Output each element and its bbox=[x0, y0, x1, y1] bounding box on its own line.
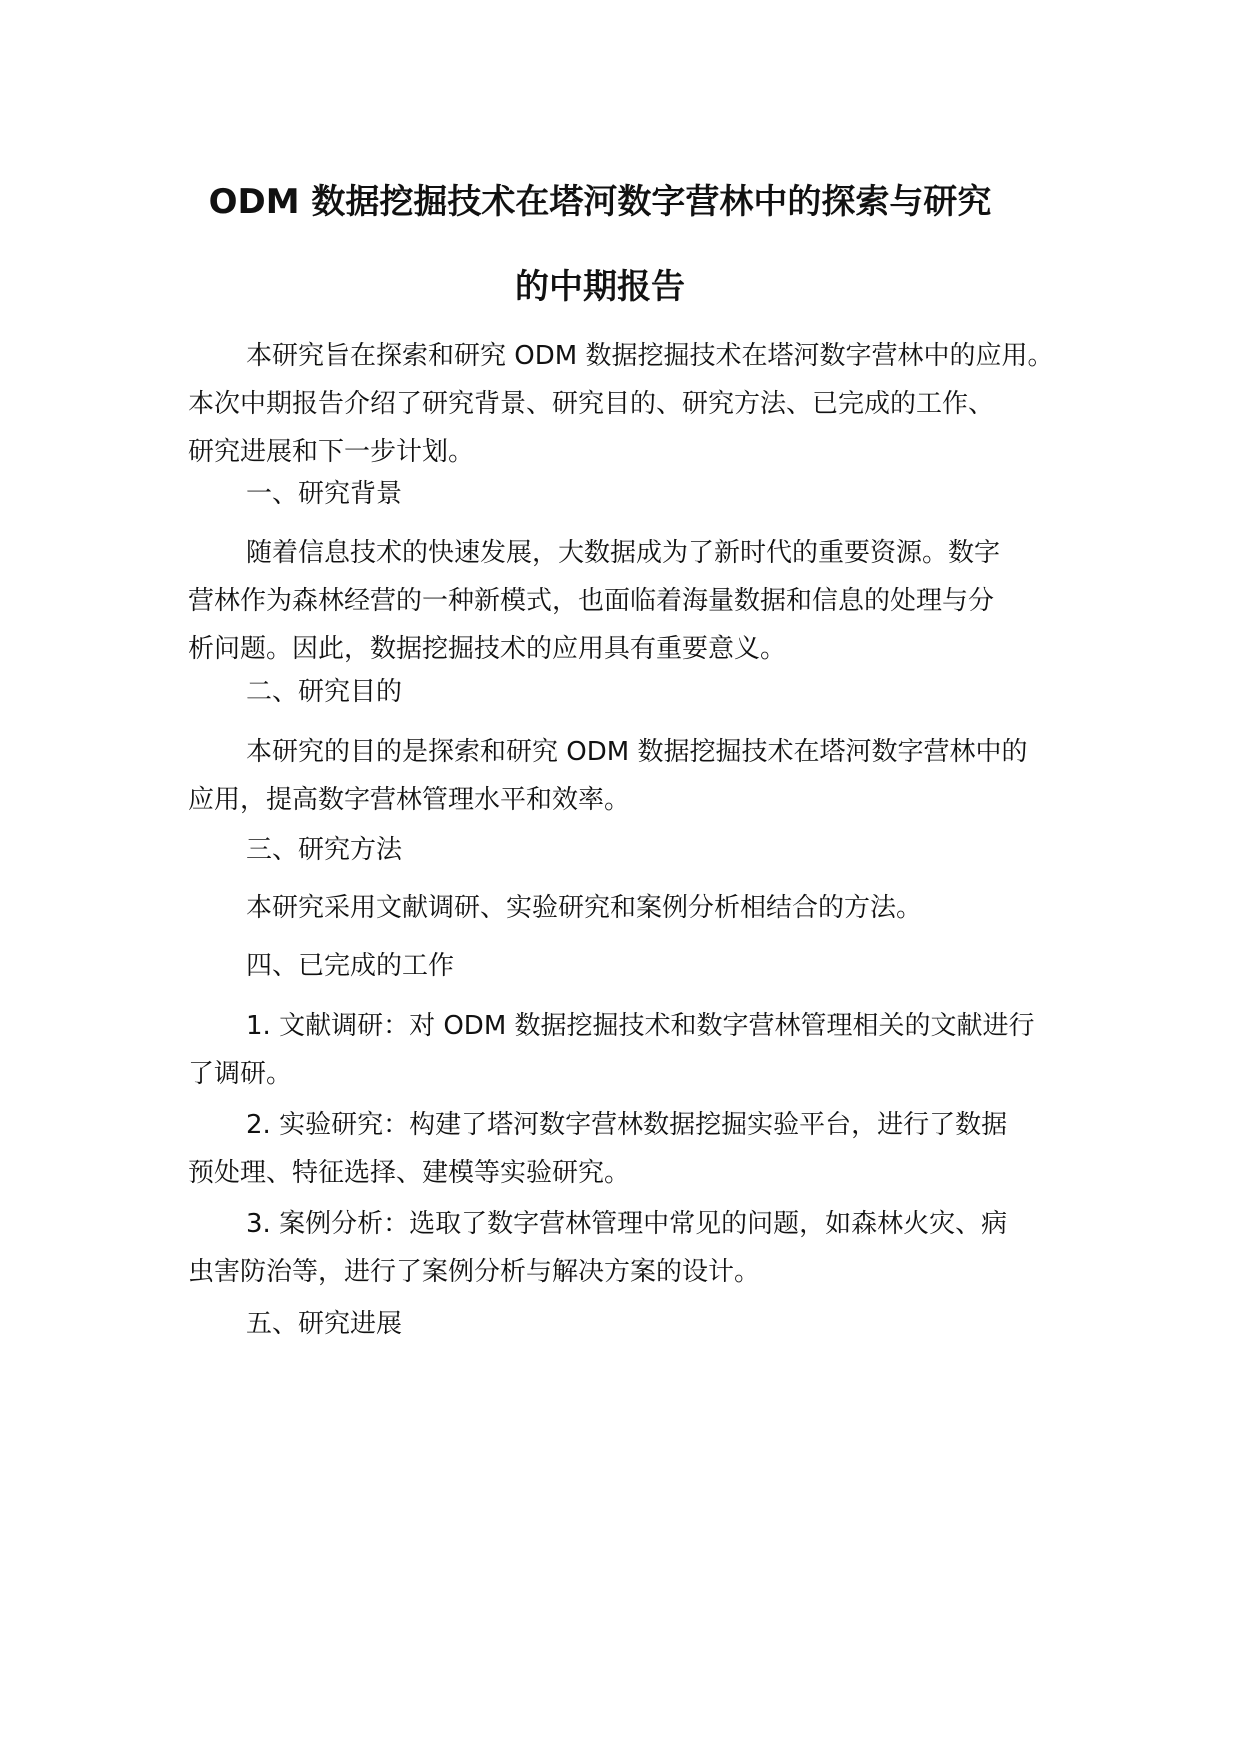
method-paragraph bbox=[188, 884, 1088, 932]
text-line: 应用，提高数字营林管理水平和效率。 bbox=[188, 785, 631, 815]
text-line: 2. 实验研究：构建了塔河数字营林数据挖掘实验平台，进行了数据 bbox=[246, 1110, 1008, 1140]
section-heading-method: 三、研究方法 bbox=[246, 835, 403, 865]
text-line: 本研究旨在探索和研究 ODM 数据挖掘技术在塔河数字营林中的应用。 bbox=[246, 341, 1054, 371]
text-line: 本研究的目的是探索和研究 ODM 数据挖掘技术在塔河数字营林中的 bbox=[246, 737, 1028, 767]
document-title-line-1: ODM 数据挖掘技术在塔河数字营林中的探索与研究 bbox=[208, 182, 992, 222]
background-paragraph bbox=[188, 529, 1088, 673]
text-line: 本研究采用文献调研、实验研究和案例分析相结合的方法。 bbox=[246, 893, 923, 923]
completed-item-3 bbox=[188, 1200, 1088, 1296]
text-line: 本次中期报告介绍了研究背景、研究目的、研究方法、已完成的工作、 bbox=[188, 389, 995, 419]
text-line: 营林作为森林经营的一种新模式，也面临着海量数据和信息的处理与分 bbox=[188, 586, 995, 616]
section-heading-progress: 五、研究进展 bbox=[246, 1309, 403, 1339]
section-heading-purpose: 二、研究目的 bbox=[246, 677, 403, 707]
text-line: 了调研。 bbox=[188, 1059, 293, 1089]
purpose-paragraph bbox=[188, 728, 1088, 824]
document-title-line-2: 的中期报告 bbox=[515, 267, 685, 307]
text-line: 1. 文献调研：对 ODM 数据挖掘技术和数字营林管理相关的文献进行 bbox=[246, 1011, 1035, 1041]
text-line: 随着信息技术的快速发展，大数据成为了新时代的重要资源。数字 bbox=[246, 538, 1001, 568]
text-line: 虫害防治等，进行了案例分析与解决方案的设计。 bbox=[188, 1257, 761, 1287]
completed-item-2 bbox=[188, 1101, 1088, 1197]
text-line: 3. 案例分析：选取了数字营林管理中常见的问题，如森林火灾、病 bbox=[246, 1209, 1008, 1239]
text-line: 析问题。因此，数据挖掘技术的应用具有重要意义。 bbox=[188, 634, 787, 664]
section-heading-completed-work: 四、已完成的工作 bbox=[246, 951, 455, 981]
section-heading-background: 一、研究背景 bbox=[246, 479, 403, 509]
text-line: 研究进展和下一步计划。 bbox=[188, 437, 475, 467]
intro-paragraph bbox=[188, 332, 1088, 476]
completed-item-1 bbox=[188, 1002, 1088, 1098]
text-line: 预处理、特征选择、建模等实验研究。 bbox=[188, 1158, 631, 1188]
